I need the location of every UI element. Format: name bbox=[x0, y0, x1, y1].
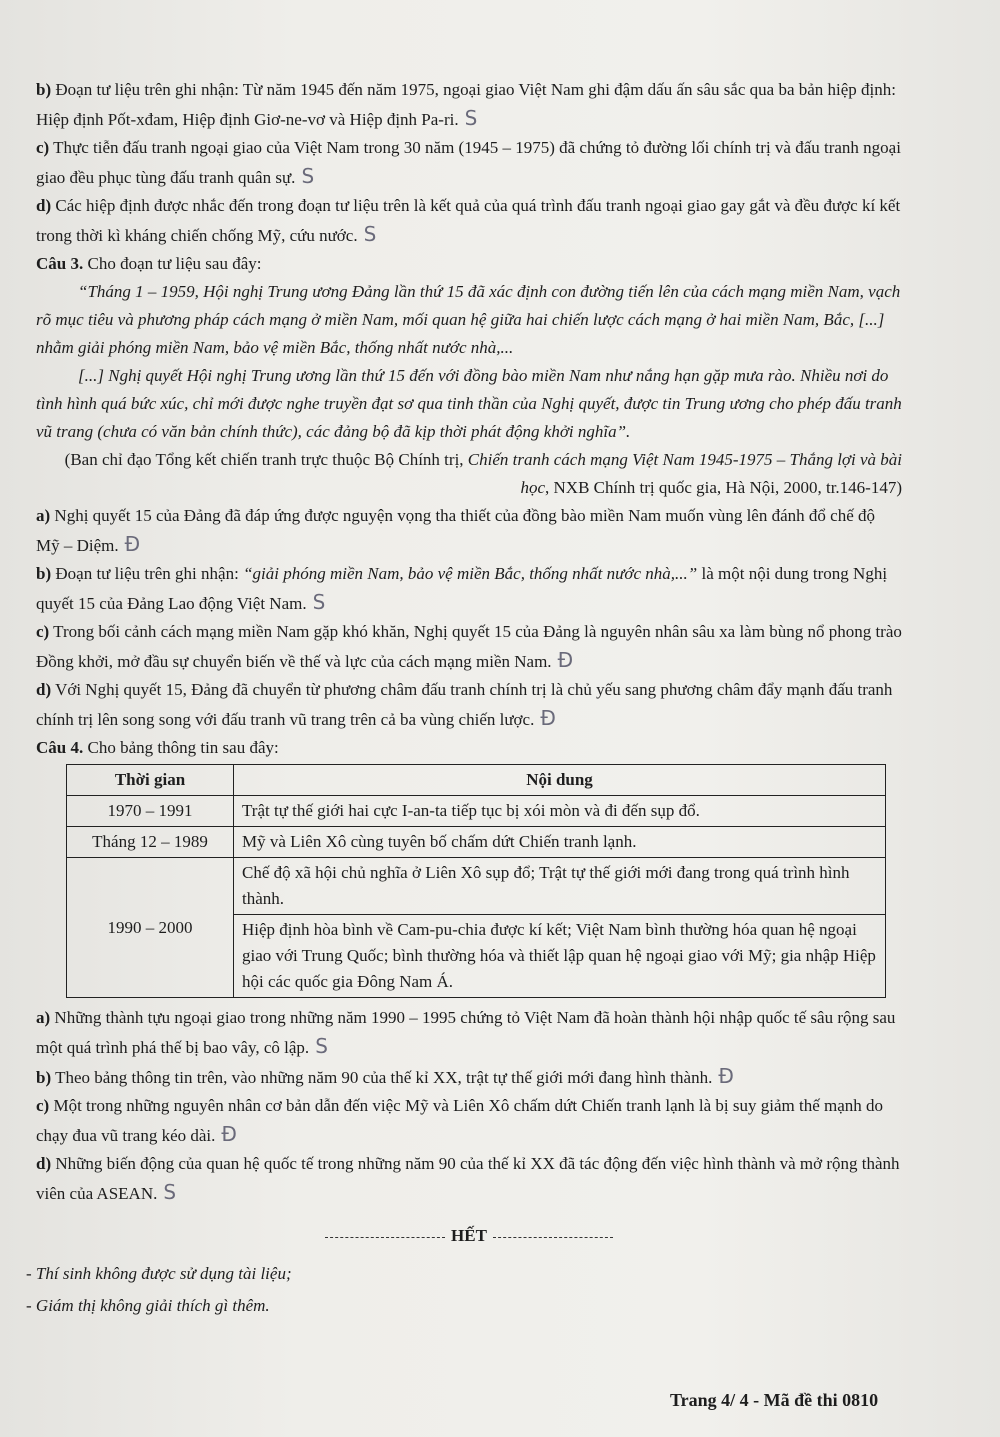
table-cell-time: Tháng 12 – 1989 bbox=[67, 827, 234, 858]
table-cell-content: Chế độ xã hội chủ nghĩa ở Liên Xô sụp đổ; Trật tự thế giới mới đang trong quá trình hình thành. bbox=[234, 858, 886, 915]
handwritten-mark: Đ bbox=[124, 532, 141, 556]
q4-c: c) Một trong những nguyên nhân cơ bản dẫn đến việc Mỹ và Liên Xô chấm dứt Chiến tranh lạnh là bị suy giảm thế mạnh do chạy đua vũ trang kéo dài. Đ bbox=[36, 1096, 884, 1146]
q2-d: d) Các hiệp định được nhắc đến trong đoạn tư liệu trên là kết quả của quá trình đấu tranh ngoại giao gay gắt và đều được kí kết trong thời kì kháng chiến chống Mỹ, cứu nước. S bbox=[36, 196, 901, 246]
q3-heading: Câu 3. Cho đoạn tư liệu sau đây: bbox=[36, 254, 262, 273]
handwritten-mark: Đ bbox=[221, 1122, 237, 1146]
handwritten-mark: S bbox=[312, 590, 326, 614]
page-footer: Trang 4/ 4 - Mã đề thi 0810 bbox=[670, 1390, 879, 1410]
q4-heading: Câu 4. Cho bảng thông tin sau đây: bbox=[36, 738, 279, 757]
table-cell-time: 1990 – 2000 bbox=[67, 858, 234, 998]
table-row bbox=[67, 858, 886, 915]
table-cell-content: Mỹ và Liên Xô cùng tuyên bố chấm dứt Chiến tranh lạnh. bbox=[234, 827, 886, 858]
q4-b: b) Theo bảng thông tin trên, vào những năm 90 của thế kỉ XX, trật tự thế giới mới đang hình thành. Đ bbox=[36, 1064, 734, 1088]
q3-a: a) Nghị quyết 15 của Đảng đã đáp ứng được nguyện vọng tha thiết của đồng bào miền Nam muốn vùng lên đánh đổ chế độ Mỹ – Diệm. Đ bbox=[36, 506, 875, 556]
divider bbox=[493, 1237, 613, 1238]
table-row bbox=[67, 796, 886, 827]
table-cell-content: Trật tự thế giới hai cực I-an-ta tiếp tục bị xói mòn và đi đến sụp đổ. bbox=[234, 796, 886, 827]
note-line: - Thí sinh không được sử dụng tài liệu; bbox=[26, 1264, 292, 1283]
q3-quote-1: “Tháng 1 – 1959, Hội nghị Trung ương Đảng lần thứ 15 đã xác định con đường tiến lên của cách mạng miền Nam, vạch rõ mục tiêu và phương pháp cách mạng ở miền Nam, mối quan hệ giữa hai chiến lược cách mạng ở hai miền Nam, Bắc, [...] nhằm giải phóng miền Nam, bảo vệ miền Bắc, thống nhất nước nhà,... bbox=[36, 282, 901, 357]
column-header: Thời gian bbox=[67, 765, 234, 796]
handwritten-mark: S bbox=[315, 1034, 328, 1058]
q3-source: (Ban chỉ đạo Tổng kết chiến tranh trực thuộc Bộ Chính trị, Chiến tranh cách mạng Việt Nam 1945-1975 – Thắng lợi và bài học, NXB Chính trị quốc gia, Hà Nội, 2000, tr.146-147) bbox=[64, 450, 902, 497]
q3-quote-2: [...] Nghị quyết Hội nghị Trung ương lần thứ 15 đến với đồng bào miền Nam như nắng hạn gặp mưa rào. Nhiều nơi do tình hình quá bức xúc, chỉ mới được nghe truyền đạt sơ qua tinh thần của Nghị quyết, được tin Trung ương cho phép đấu tranh vũ trang (chưa có văn bản chính thức), các đảng bộ đã kịp thời phát động khởi nghĩa”. bbox=[36, 366, 902, 441]
note-line: - Giám thị không giải thích gì thêm. bbox=[26, 1296, 270, 1315]
handwritten-mark: S bbox=[301, 164, 315, 188]
table-cell-content: Hiệp định hòa bình về Cam-pu-chia được kí kết; Việt Nam bình thường hóa quan hệ ngoại giao với Trung Quốc; bình thường hóa và thiết lập quan hệ ngoại giao với Mỹ; gia nhập Hiệp hội các quốc gia Đông Nam Á. bbox=[234, 915, 886, 998]
q4-a: a) Những thành tựu ngoại giao trong những năm 1990 – 1995 chứng tỏ Việt Nam đã hoàn thành hội nhập quốc tế sâu rộng sau một quá trình phá thế bị bao vây, cô lập. S bbox=[36, 1008, 896, 1058]
table-row bbox=[67, 827, 886, 858]
table-cell-time: 1970 – 1991 bbox=[67, 796, 234, 827]
table-header-row bbox=[67, 765, 886, 796]
info-table bbox=[66, 764, 886, 998]
end-marker: HẾT bbox=[36, 1222, 902, 1250]
column-header: Nội dung bbox=[234, 765, 886, 796]
handwritten-mark: S bbox=[363, 222, 377, 246]
handwritten-mark: S bbox=[163, 1180, 177, 1204]
divider bbox=[325, 1237, 445, 1238]
q3-d: d) Với Nghị quyết 15, Đảng đã chuyển từ phương châm đấu tranh chính trị là chủ yếu sang phương châm đẩy mạnh đấu tranh chính trị lên song song với đấu tranh vũ trang trên cả ba vùng chiến lược. Đ bbox=[36, 680, 893, 730]
handwritten-mark: Đ bbox=[718, 1064, 734, 1088]
handwritten-mark: S bbox=[464, 106, 478, 130]
page-content bbox=[26, 76, 902, 1322]
q3-c: c) Trong bối cảnh cách mạng miền Nam gặp khó khăn, Nghị quyết 15 của Đảng là nguyên nhân sâu xa làm bùng nổ phong trào Đồng khởi, mở đầu sự chuyển biến về thế và lực của cách mạng miền Nam. Đ bbox=[36, 622, 902, 672]
q3-b: b) Đoạn tư liệu trên ghi nhận: “giải phóng miền Nam, bảo vệ miền Bắc, thống nhất nước nhà,...” là một nội dung trong Nghị quyết 15 của Đảng Lao động Việt Nam. S bbox=[36, 564, 888, 614]
exam-notes bbox=[26, 1258, 902, 1322]
handwritten-mark: Đ bbox=[557, 648, 574, 672]
q4-d: d) Những biến động của quan hệ quốc tế trong những năm 90 của thế kỉ XX đã tác động đến việc hình thành và mở rộng thành viên của ASEAN. S bbox=[36, 1154, 900, 1204]
q2-b: b) Đoạn tư liệu trên ghi nhận: Từ năm 1945 đến năm 1975, ngoại giao Việt Nam ghi đậm dấu ấn sâu sắc qua ba bản hiệp định: Hiệp định Pốt-xđam, Hiệp định Giơ-ne-vơ và Hiệp định Pa-ri. S bbox=[36, 80, 896, 130]
q2-c: c) Thực tiễn đấu tranh ngoại giao của Việt Nam trong 30 năm (1945 – 1975) đã chứng tỏ đường lối chính trị và đấu tranh ngoại giao đều phục tùng đấu tranh quân sự. S bbox=[36, 138, 901, 188]
handwritten-mark: Đ bbox=[540, 706, 556, 730]
